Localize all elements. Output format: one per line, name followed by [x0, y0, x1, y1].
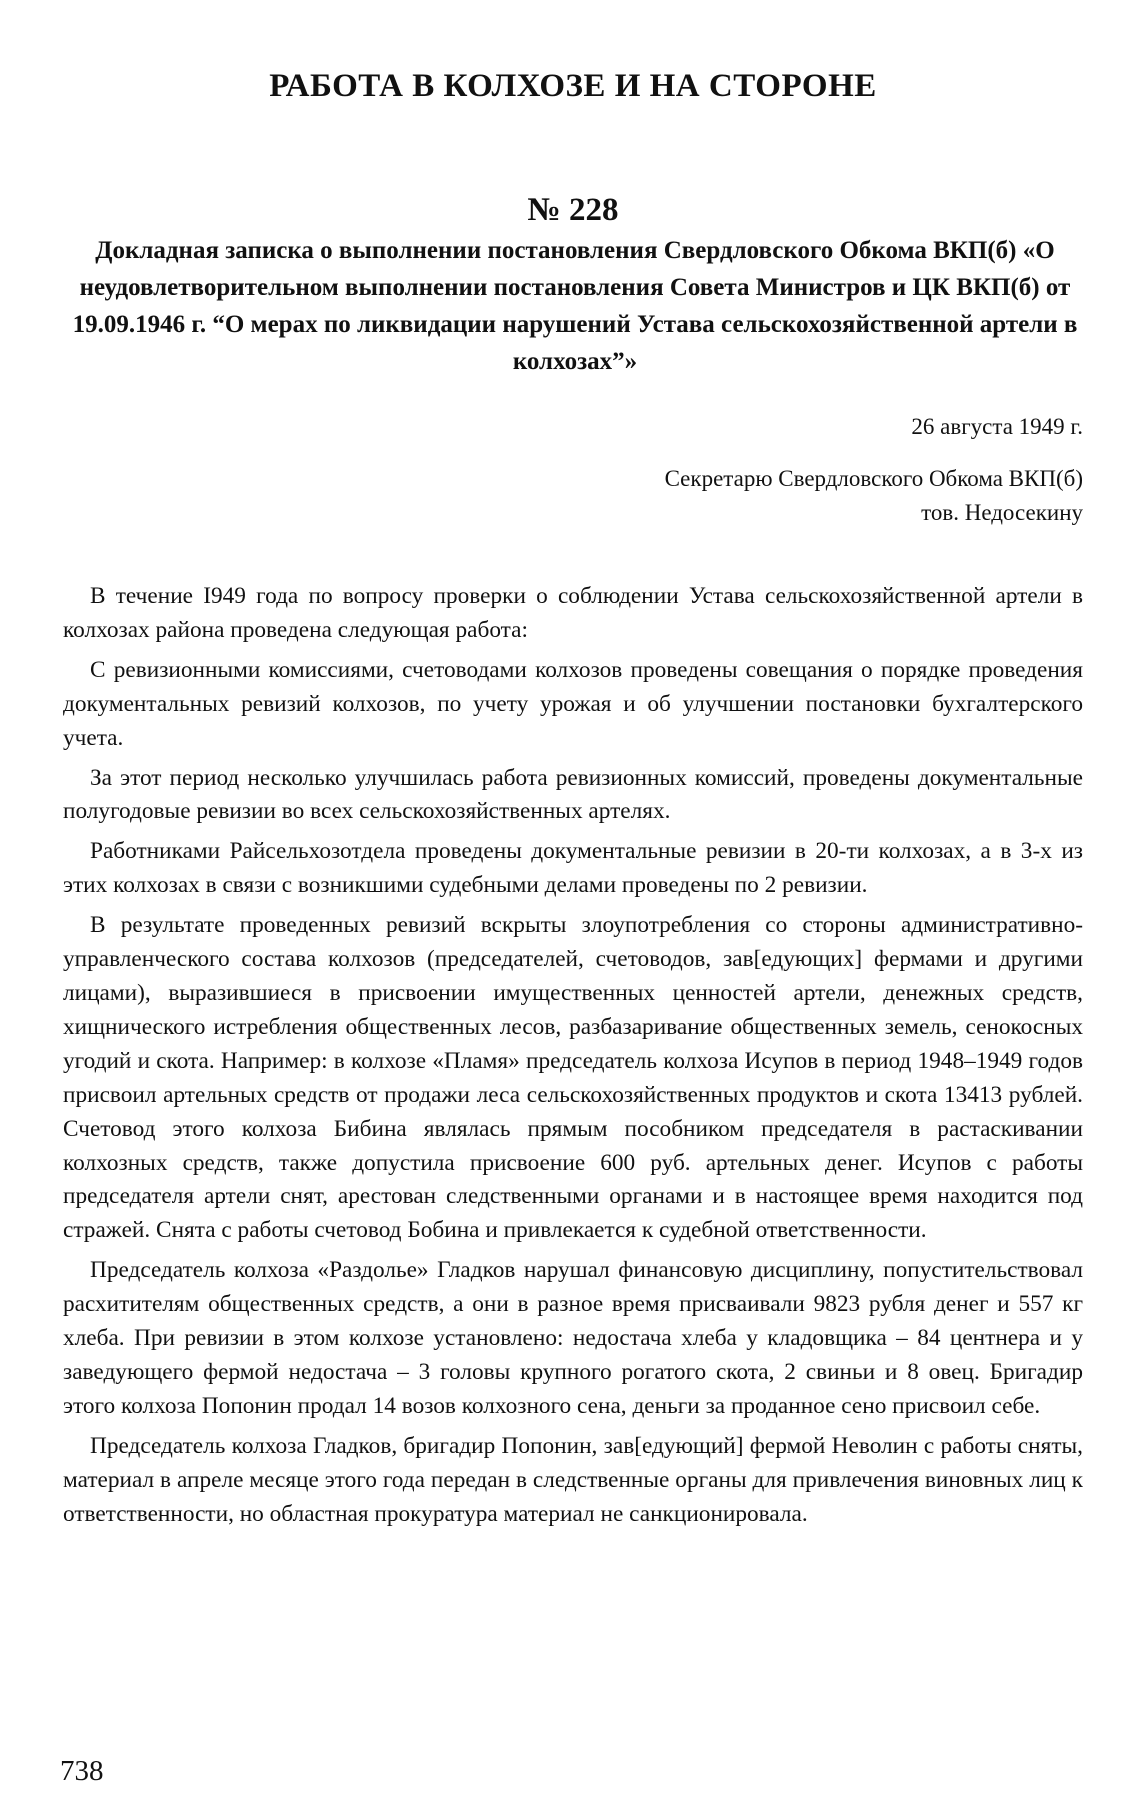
paragraph-6: Председатель колхоза «Раздолье» Гладков нарушал финансовую дисциплину, попустительствовал расхитителям общественных средств, а они в разное время присваивали 9823 рубля денег и 557 кг хлеба. При ревизии в этом колхозе установлено: недостача хлеба у кладовщика – 84 центнера и у заведующего фермой недостача – 3 головы крупного рогатого скота, 2 свиньи и 8 овец. Бригадир этого колхоза Попонин продал 14 возов колхозного сена, деньги за проданное сено присвоил себе.: [63, 1257, 1083, 1419]
paragraph-1: В течение I949 года по вопросу проверки о соблюдении Устава сельскохозяйственной артели в колхозах района проведена следующая работа:: [63, 583, 1083, 643]
page-number: 738: [60, 1755, 104, 1787]
document-number: № 228: [527, 192, 619, 228]
paragraph-7: Председатель колхоза Гладков, бригадир Попонин, зав[едующий] фермой Неволин с работы сняты, материал в апреле месяце этого года передан в следственные органы для привлечения виновных лиц к ответственности, но областная прокуратура материал не санкционировала.: [63, 1432, 1083, 1527]
section-title: РАБОТА В КОЛХОЗЕ И НА СТОРОНЕ: [269, 68, 877, 104]
addressee-line-2: тов. Недосекину: [921, 500, 1083, 525]
paragraph-3: За этот период несколько улучшилась работа ревизионных комиссий, проведены документальные полугодовые ревизии во всех сельскохозяйственных артелях.: [63, 764, 1083, 825]
addressee: [665, 462, 1083, 530]
paragraph-2: С ревизионными комиссиями, счетоводами колхозов проведены совещания о порядке проведения документальных ревизий колхозов, по учету урожая и об улучшении постановки бухгалтерского учета.: [63, 656, 1083, 751]
paragraph-5: В результате проведенных ревизий вскрыты злоупотребления со стороны административно-управленческого состава колхозов (председателей, счетоводов, зав[едующих] фермами и другими лицами), выразившиеся в присвоении имущественных ценностей артели, денежных средств, хищнического истребления общественных лесов, разбазаривание общественных земель, сенокосных угодий и скота. Например: в колхозе «Пламя» председатель колхоза Исупов в период 1948–1949 годов присвоил артельных средств от продажи леса сельскохозяйственных продуктов и скота 13413 рублей. Счетовод этого колхоза Бибина являлась прямым пособником председателя в растаскивании колхозных средств, также допустила присвоение 600 руб. артельных денег. Исупов с работы председателя артели снят, арестован следственными органами и в настоящее время находится под стражей. Снята с работы счетовод Бобина и привлекается к судебной ответственности.: [63, 912, 1083, 1244]
body-text: [63, 580, 1083, 1537]
document-date: 26 августа 1949 г.: [911, 414, 1083, 439]
addressee-line-1: Секретарю Свердловского Обкома ВКП(б): [664, 466, 1083, 491]
document-heading: Докладная записка о выполнении постановления Свердловского Обкома ВКП(б) «О неудовлетворительном выполнении постановления Совета Министров и ЦК ВКП(б) от 19.09.1946 г. “О мерах по ликвидации нарушений Устава сельскохозяйственной артели в колхозах”»: [72, 237, 1078, 375]
paragraph-4: Работниками Райсельхозотдела проведены документальные ревизии в 20-ти колхозах, а в 3-х из этих колхозах в связи с возникшими судебными делами проведены по 2 ревизии.: [63, 838, 1083, 899]
